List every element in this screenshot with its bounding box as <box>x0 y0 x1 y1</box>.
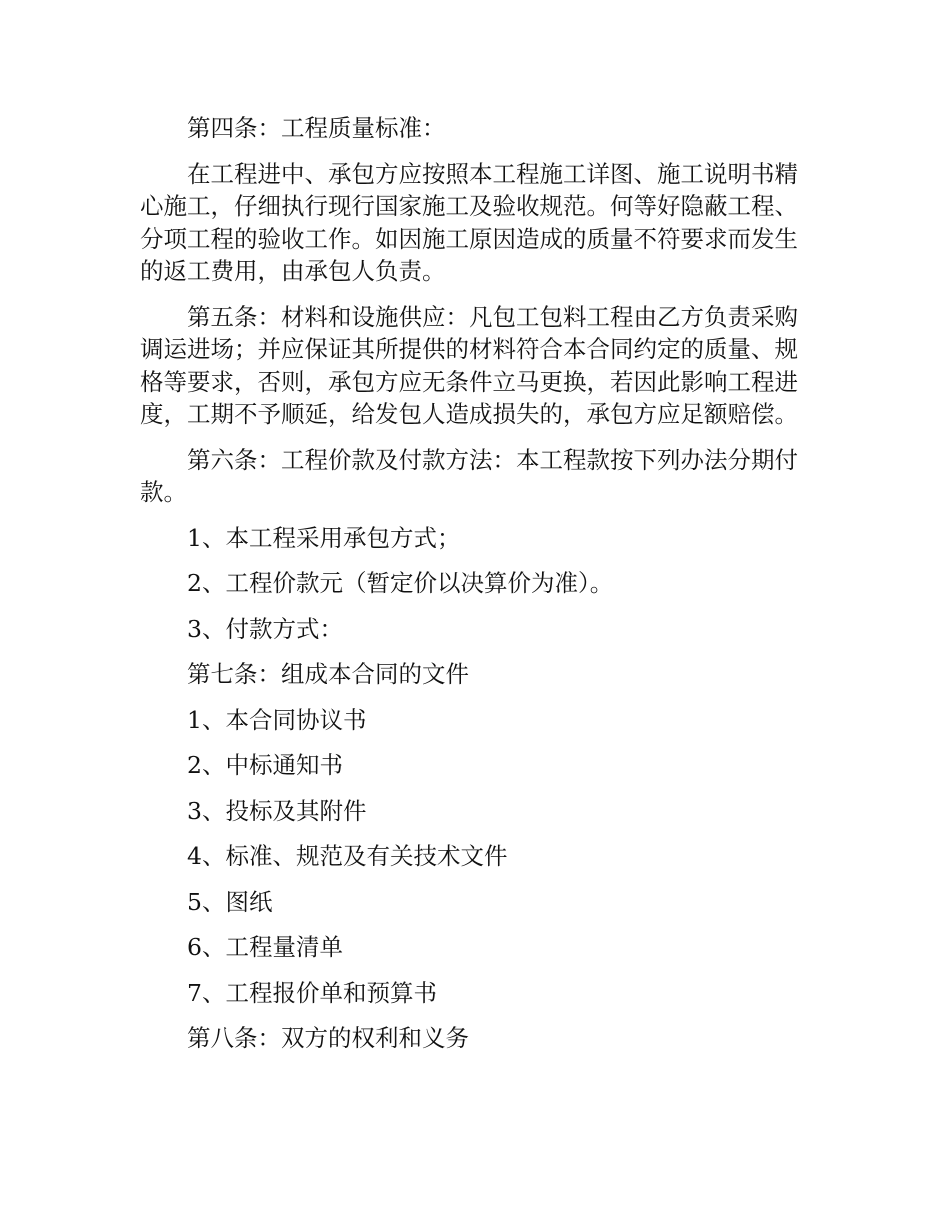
article-4-heading: 第四条：工程质量标准： <box>187 114 446 142</box>
article-6-item: 3、付款方式： <box>187 614 343 643</box>
article-4-body: 在工程进中、承包方应按照本工程施工详图、施工说明书精心施工，仔细执行现行国家施工及验收规范。何等好隐蔽工程、分项工程的验收工作。如因施工原因造成的质量不符要求而发生的返工费用，由承包人负责。 <box>140 159 798 285</box>
article-7-item: 4、标准、规范及有关技术文件 <box>187 842 508 870</box>
article-6-item: 2、工程价款元（暂定价以决算价为准）。 <box>187 569 614 597</box>
article-7-item: 1、本合同协议书 <box>187 705 367 734</box>
article-7-heading: 第七条：组成本合同的文件 <box>187 660 469 688</box>
article-7-item: 5、图纸 <box>187 887 273 916</box>
article-6-item: 1、本工程采用承包方式； <box>187 523 461 552</box>
article-7-item: 6、工程量清单 <box>187 933 343 961</box>
article-8-heading: 第八条：双方的权利和义务 <box>187 1024 469 1052</box>
article-7-item: 2、中标通知书 <box>187 751 343 779</box>
article-5-body: 第五条：材料和设施供应：凡包工包料工程由乙方负责采购调运进场；并应保证其所提供的材料符合本合同约定的质量、规格等要求，否则，承包方应无条件立马更换，若因此影响工程进度，工期不予顺延，给发包人造成损失的，承包方应足额赔偿。 <box>140 302 798 428</box>
article-6-body: 第六条：工程价款及付款方法：本工程款按下列办法分期付款。 <box>140 445 798 506</box>
article-7-item: 7、工程报价单和预算书 <box>187 978 437 1007</box>
article-7-item: 3、投标及其附件 <box>187 796 367 825</box>
